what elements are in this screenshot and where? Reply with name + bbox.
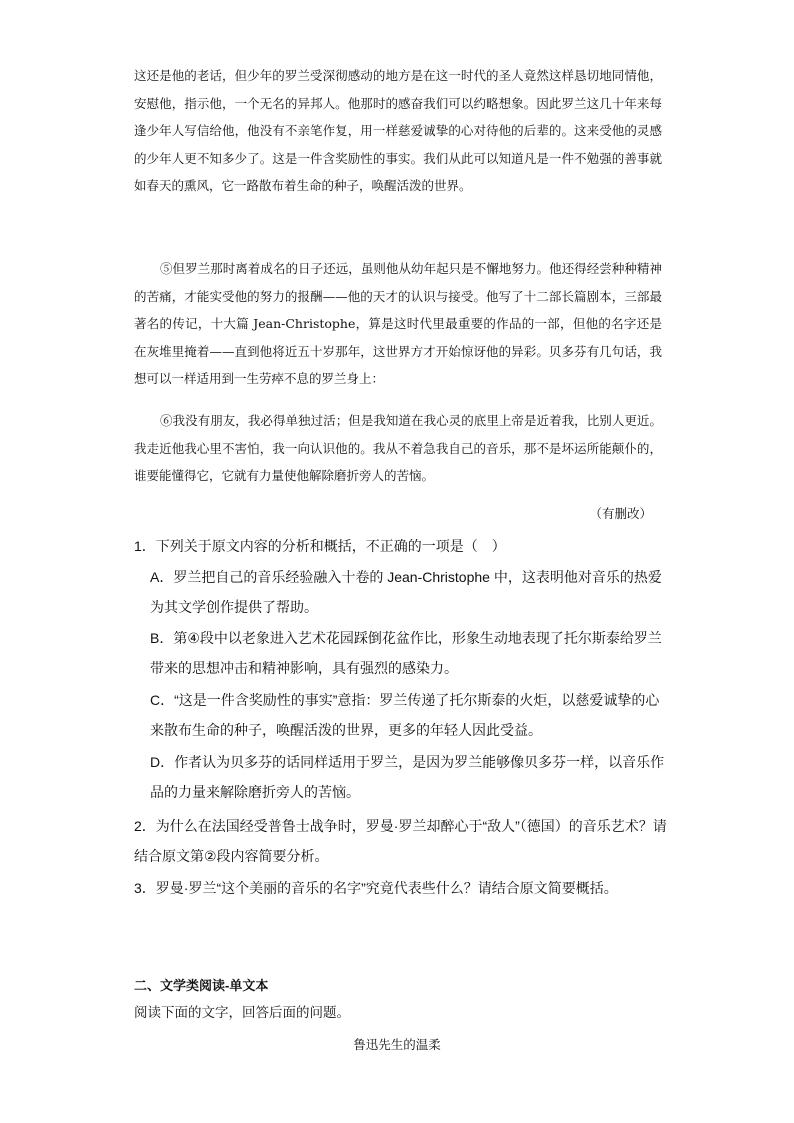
passage-paragraph-5: ⑤但罗兰那时离着成名的日子还远，虽则他从幼年起只是不懈地努力。他还得经尝种种精神的苦痛，才能实受他的努力的报酬——他的天才的认识与接受。他写了十二部长篇剧本，三部最著名的传记，十大篇 Jean-Christophe，算是这时代里最重要的作品的一部，但他的名字还是在灰堆里掩着——直到他将近五十岁那年，这世界方才开始惊讶他的异彩。贝多芬有几句话，我想可以一样适用到一生劳瘁不息的罗兰身上： [134, 261, 662, 387]
section-instruction: 阅读下面的文字，回答后面的问题。 [134, 1005, 350, 1020]
question-2: 2．为什么在法国经受普鲁士战争时，罗曼·罗兰却醉心于“敌人”（德国）的音乐艺术？请结合原文第②段内容简要分析。 [134, 818, 667, 864]
question-1-option-c: C．“这是一件含奖励性的事实”意指：罗兰传递了托尔斯泰的火炬，以慈爱诚挚的心来散布生命的种子，唤醒活泼的世界，更多的年轻人因此受益。 [150, 692, 660, 738]
section-heading: 二、文学类阅读-单文本 [134, 978, 269, 993]
question-1-option-d: D．作者认为贝多芬的话同样适用于罗兰，是因为罗兰能够像贝多芬一样，以音乐作品的力量来解除磨折旁人的苦恼。 [150, 754, 665, 800]
question-1-option-b: B．第④段中以老象进入艺术花园踩倒花盆作比，形象生动地表现了托尔斯泰给罗兰带来的思想冲击和精神影响，具有强烈的感染力。 [150, 630, 662, 676]
question-1-stem: 1．下列关于原文内容的分析和概括，不正确的一项是（ ） [134, 538, 506, 554]
passage-paragraph-continued: 这还是他的老话，但少年的罗兰受深彻感动的地方是在这一时代的圣人竟然这样恳切地同情他，安慰他，指示他，一个无名的异邦人。他那时的感奋我们可以约略想象。因此罗兰这几十年来每逢少年人写信给他，他没有不亲笔作复，用一样慈爱诚挚的心对待他的后辈的。这来受他的灵感的少年人更不知多少了。这是一件含奖励性的事实。我们从此可以知道凡是一件不勉强的善事就如春天的熏风，它一路散布着生命的种子，唤醒活泼的世界。 [134, 68, 662, 194]
article-title: 鲁迅先生的温柔 [353, 1037, 441, 1052]
passage-paragraph-6: ⑥我没有朋友，我必得单独过活；但是我知道在我心灵的底里上帝是近着我，比别人更近。我走近他我心里不害怕，我一向认识他的。我从不着急我自己的音乐，那不是坏运所能颠仆的，谁要能懂得它，它就有力量使他解除磨折旁人的苦恼。 [134, 413, 662, 484]
source-note: （有删改） [589, 506, 652, 521]
question-1-option-a: A．罗兰把自己的音乐经验融入十卷的 Jean-Christophe 中，这表明他对音乐的热爱为其文学创作提供了帮助。 [150, 569, 662, 615]
question-3: 3．罗曼·罗兰“这个美丽的音乐的名字”究竟代表些什么？请结合原文简要概括。 [134, 880, 618, 896]
